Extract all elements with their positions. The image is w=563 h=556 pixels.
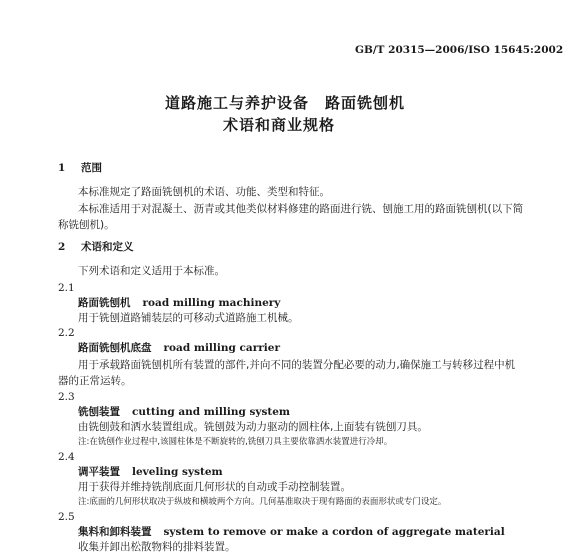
term-en: road milling carrier	[163, 342, 280, 354]
term-definition: 收集并卸出松散物料的排料装置。	[78, 541, 236, 553]
page-title-line2: 术语和商业规格	[223, 116, 336, 134]
section-title: 范围	[80, 162, 102, 174]
term-note: 注:底面的几何形状取决于纵坡和横坡两个方向。几何基准取决于现有路面的表面形状或专门设定。	[78, 497, 447, 507]
term-zh: 调平装置	[78, 466, 120, 478]
paragraph: 下列术语和定义适用于本标准。	[78, 265, 225, 277]
term-en: road milling machinery	[142, 297, 281, 309]
term-note: 注:在铣刨作业过程中,该圆柱体是不断旋转的,铣刨刀具主要依靠洒水装置进行冷却。	[78, 437, 393, 447]
standard-number: GB/T 20315—2006/ISO 15645:2002	[355, 44, 563, 56]
section-number: 2	[58, 241, 66, 253]
term-number: 2.2	[58, 327, 75, 339]
term-heading	[78, 406, 290, 419]
term-heading	[78, 342, 280, 355]
term-zh: 铣刨装置	[78, 406, 120, 418]
term-number: 2.1	[58, 282, 75, 294]
section-2-heading	[58, 241, 133, 254]
section-number: 1	[58, 162, 66, 174]
paragraph: 本标准规定了路面铣刨机的术语、功能、类型和特征。	[78, 186, 330, 198]
paragraph: 本标准适用于对混凝土、沥青或其他类似材料修建的路面进行铣、刨施工用的路面铣刨机(以下简	[78, 203, 524, 215]
term-definition: 由铣刨鼓和洒水装置组成。铣刨鼓为动力驱动的圆柱体,上面装有铣刨刀具。	[78, 421, 428, 433]
term-en: leveling system	[132, 466, 223, 478]
term-heading	[78, 526, 505, 539]
section-title: 术语和定义	[80, 241, 134, 253]
term-en: system to remove or make a cordon of aggregate material	[163, 526, 505, 538]
term-definition: 用于获得并维持铣削底面几何形状的自动或手动控制装置。	[78, 481, 351, 493]
page-title-line1: 道路施工与养护设备 路面铣刨机	[165, 94, 406, 112]
term-zh: 路面铣刨机底盘	[78, 342, 152, 354]
term-heading	[78, 297, 280, 310]
term-zh: 路面铣刨机	[78, 297, 131, 309]
term-definition: 器的正常运转。	[58, 375, 132, 387]
paragraph: 称铣刨机)。	[58, 219, 115, 231]
term-heading	[78, 466, 223, 479]
term-number: 2.5	[58, 511, 75, 523]
term-number: 2.4	[58, 451, 75, 463]
term-number: 2.3	[58, 391, 75, 403]
section-1-heading	[58, 162, 102, 175]
term-definition: 用于承载路面铣刨机所有装置的部件,并向不同的装置分配必要的动力,确保施工与转移过程中机	[78, 359, 516, 371]
term-zh: 集料和卸料装置	[78, 526, 152, 538]
term-definition: 用于铣刨道路铺装层的可移动式道路施工机械。	[78, 312, 299, 324]
term-en: cutting and milling system	[132, 406, 291, 418]
